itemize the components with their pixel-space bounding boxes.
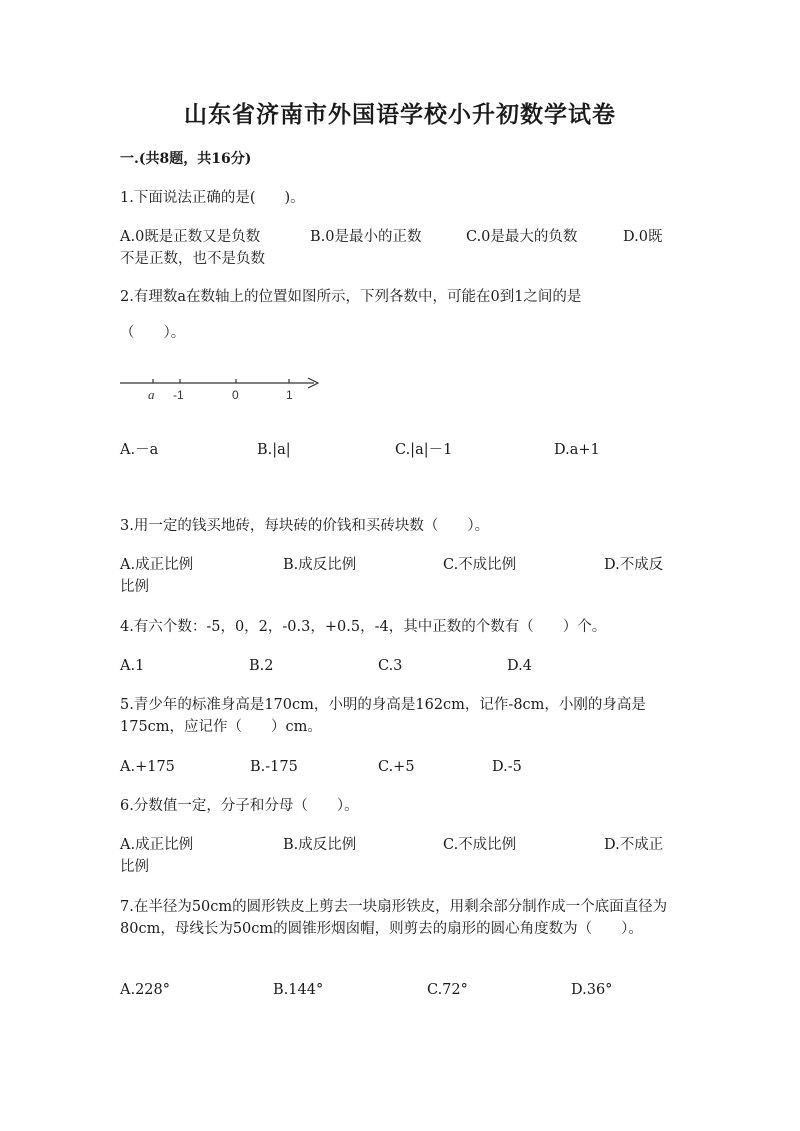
option-b[interactable]: B.2 <box>249 658 274 674</box>
question-6-options <box>120 834 682 856</box>
option-b[interactable]: B.|a| <box>257 442 291 458</box>
question-5: 5.青少年的标准身高是170cm，小明的身高是162cm，记作-8cm，小刚的身高是175cm，应记作（ ）cm。 <box>120 697 646 735</box>
option-d[interactable]: D.36° <box>571 982 613 998</box>
option-d[interactable]: D.-5 <box>492 759 522 775</box>
option-c[interactable]: C.不成比例 <box>443 557 517 573</box>
label-0: 0 <box>232 388 239 402</box>
option-c[interactable]: C.不成比例 <box>443 837 517 853</box>
option-c[interactable]: C.72° <box>427 982 468 998</box>
page-title: 山东省济南市外国语学校小升初数学试卷 <box>184 101 616 128</box>
option-d[interactable]: D.0既 <box>623 229 663 245</box>
option-a[interactable]: A.228° <box>120 982 171 998</box>
option-b[interactable]: B.成反比例 <box>283 557 357 573</box>
question-4-options <box>120 655 682 677</box>
option-c[interactable]: C.3 <box>378 658 403 674</box>
option-b[interactable]: B.成反比例 <box>283 837 357 853</box>
option-b[interactable]: B.-175 <box>250 759 298 775</box>
option-a[interactable]: A.0既是正数又是负数 <box>120 229 261 245</box>
option-a[interactable]: A.成正比例 <box>120 837 194 853</box>
label-a: a <box>148 387 155 402</box>
label-1: 1 <box>286 388 293 402</box>
option-b[interactable]: B.144° <box>273 982 324 998</box>
option-d[interactable]: D.不成反 <box>604 557 664 573</box>
option-d[interactable]: D.4 <box>507 658 532 674</box>
question-7: 7.在半径为50cm的圆形铁皮上剪去一块扇形铁皮，用剩余部分制作成一个底面直径为80cm，母线长为50cm的圆锥形烟囱帽，则剪去的扇形的圆心角度数为（ ）。 <box>120 899 668 937</box>
section-header: 一.(共8题，共16分) <box>120 151 252 167</box>
number-line-figure <box>118 372 328 406</box>
option-d[interactable]: D.不成正 <box>604 837 664 853</box>
option-b[interactable]: B.0是最小的正数 <box>310 229 422 245</box>
option-a[interactable]: A.+175 <box>120 759 175 775</box>
question-3-options <box>120 554 682 576</box>
question-2-options <box>120 439 682 461</box>
option-a[interactable]: A.－a <box>120 442 159 458</box>
label-minus-1: -1 <box>173 388 184 402</box>
option-c[interactable]: C.+5 <box>378 759 415 775</box>
question-1-options <box>120 226 682 248</box>
question-5-options <box>120 756 682 778</box>
option-a[interactable]: A.1 <box>120 658 145 674</box>
question-6-option-d-wrap: 比例 <box>120 859 149 875</box>
question-4: 4.有六个数：-5，0，2，-0.3，+0.5，-4，其中正数的个数有（ ）个。 <box>120 619 607 635</box>
question-2: 2.有理数a在数轴上的位置如图所示，下列各数中，可能在0到1之间的是 <box>120 289 582 305</box>
option-c[interactable]: C.0是最大的负数 <box>466 229 578 245</box>
option-d[interactable]: D.a+1 <box>554 442 600 458</box>
question-3-option-d-wrap: 比例 <box>120 579 149 595</box>
question-6: 6.分数值一定，分子和分母（ ）。 <box>120 798 359 814</box>
question-1-option-d-wrap: 不是正数，也不是负数 <box>120 251 265 267</box>
question-3: 3.用一定的钱买地砖，每块砖的价钱和买砖块数（ ）。 <box>120 518 490 534</box>
question-2-blank: （ ）。 <box>120 325 186 341</box>
option-c[interactable]: C.|a|－1 <box>395 442 453 458</box>
option-a[interactable]: A.成正比例 <box>120 557 194 573</box>
question-1: 1.下面说法正确的是( )。 <box>120 190 305 206</box>
question-7-options <box>120 979 682 1001</box>
